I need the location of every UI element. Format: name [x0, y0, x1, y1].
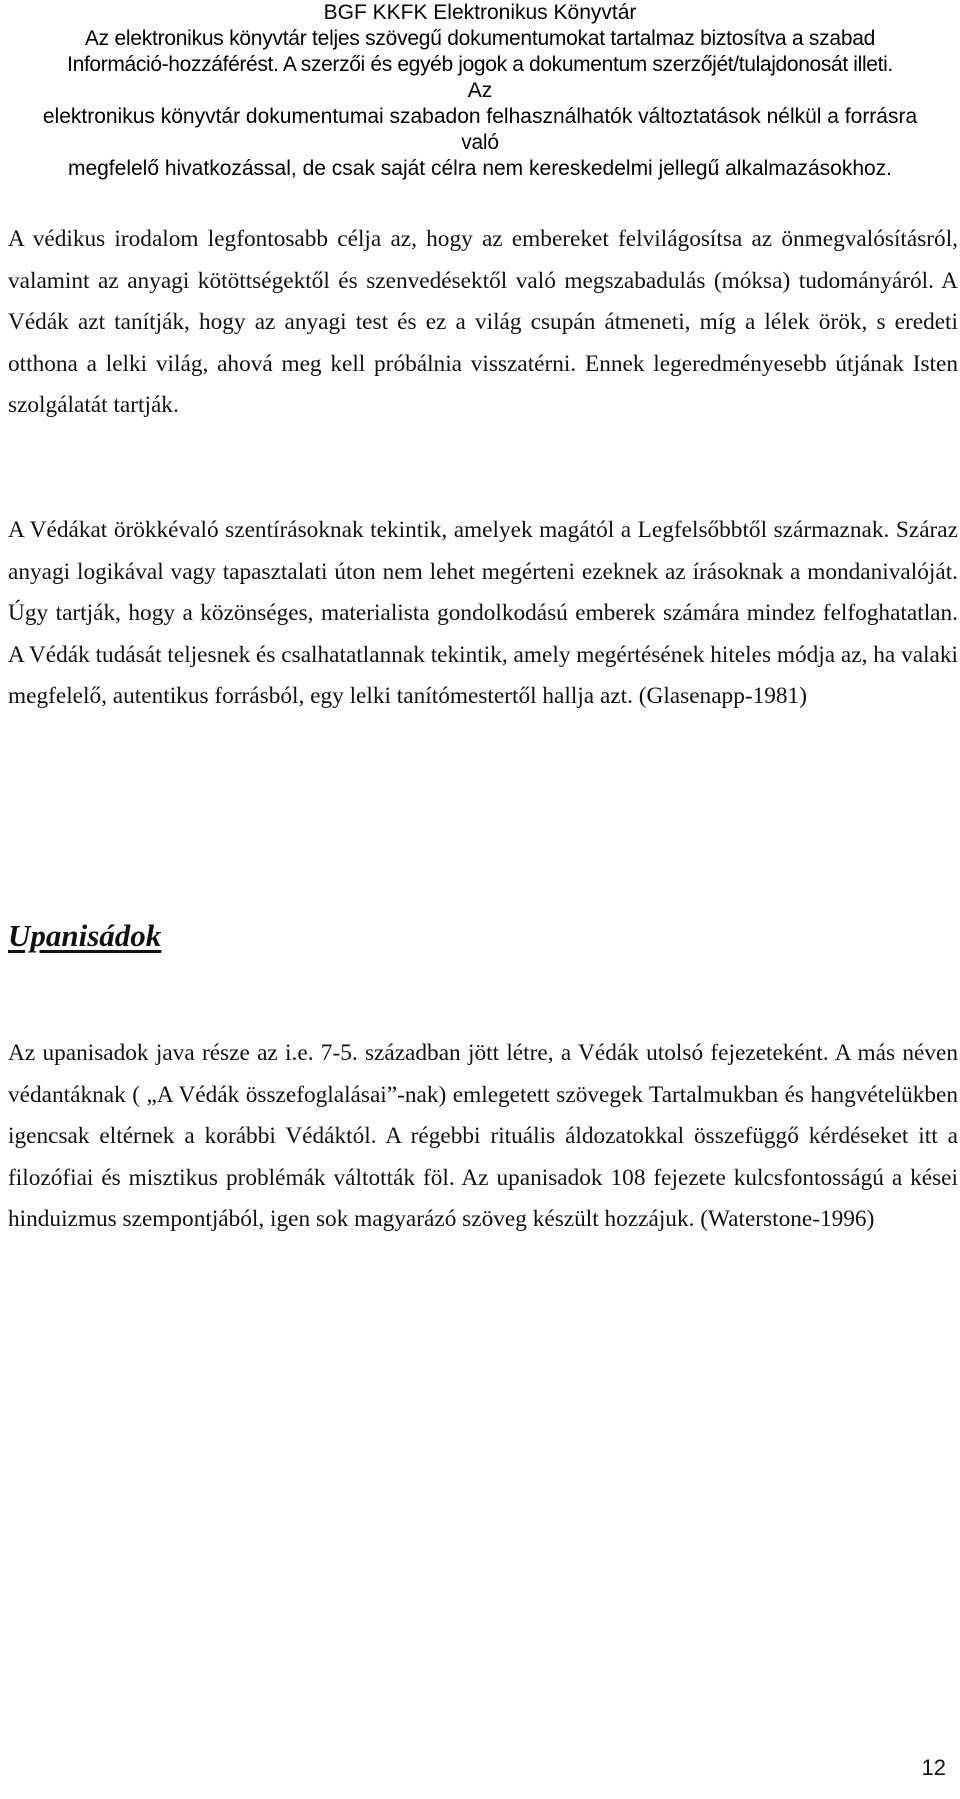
header-line-3: Információ-hozzáférést. A szerzői és egyéb jogok a dokumentum szerzőjét/tulajdonosát illeti. [67, 53, 893, 76]
header-line-6: való [461, 131, 499, 154]
paragraph-vedas-scriptures: A Védákat örökkévaló szentírásoknak tekintik, amelyek magától a Legfelsőbbtől származnak. Száraz anyagi logikával vagy tapasztalati úton nem lehet megérteni ezeknek az írásoknak a mondanivalóját. Úgy tartják, hogy a közönséges, materialista gondolkodású emberek számára mindez felfoghatatlan. A Védák tudását teljesnek és csalhatatlannak tekintik, amely megértésének hiteles módja az, ha valaki megfelelő, autentikus forrásból, egy lelki tanítómestertől hallja azt. (Glasenapp-1981) [8, 517, 958, 710]
header-line-1: BGF KKFK Elektronikus Könyvtár [323, 1, 637, 24]
paragraph-vedic-literature: A védikus irodalom legfontosabb célja az, hogy az embereket felvilágosítsa az önmegvalósításról, valamint az anyagi kötöttségektől és szenvedésektől való megszabadulás (móksa) tudományáról. A Védák azt tanítják, hogy az anyagi test és ez a világ csupán átmeneti, míg a lélek örök, s eredeti otthona a lelki világ, ahová meg kell próbálnia visszatérni. Ennek legeredményesebb útjának Isten szolgálatát tartják. [8, 226, 958, 419]
section-heading-upanisadok: Upanisádok [8, 918, 162, 953]
header-line-7: megfelelő hivatkozással, de csak saját célra nem kereskedelmi jellegű alkalmazásokhoz. [67, 157, 893, 180]
page-number: 12 [921, 1755, 946, 1780]
header-line-5: elektronikus könyvtár dokumentumai szabadon felhasználhatók változtatások nélkül a forrásra [42, 105, 918, 128]
header-line-4: Az [467, 79, 493, 102]
library-header [0, 0, 960, 182]
paragraph-upanisads: Az upanisadok java része az i.e. 7-5. században jött létre, a Védák utolsó fejezeteként. A más néven védantáknak ( „A Védák összefoglalásai”-nak) emlegetett szövegek Tartalmukban és hangvételükben igencsak eltérnek a korábbi Védáktól. A régebbi rituális áldozatokkal összefüggő kérdéseket itt a filozófiai és misztikus problémák váltották föl. Az upanisadok 108 fejezete kulcsfontosságú a kései hinduizmus szempontjából, igen sok magyarázó szöveg készült hozzájuk. (Waterstone-1996) [8, 1040, 958, 1233]
header-line-2: Az elektronikus könyvtár teljes szövegű dokumentumokat tartalmaz biztosítva a szabad [84, 27, 876, 50]
